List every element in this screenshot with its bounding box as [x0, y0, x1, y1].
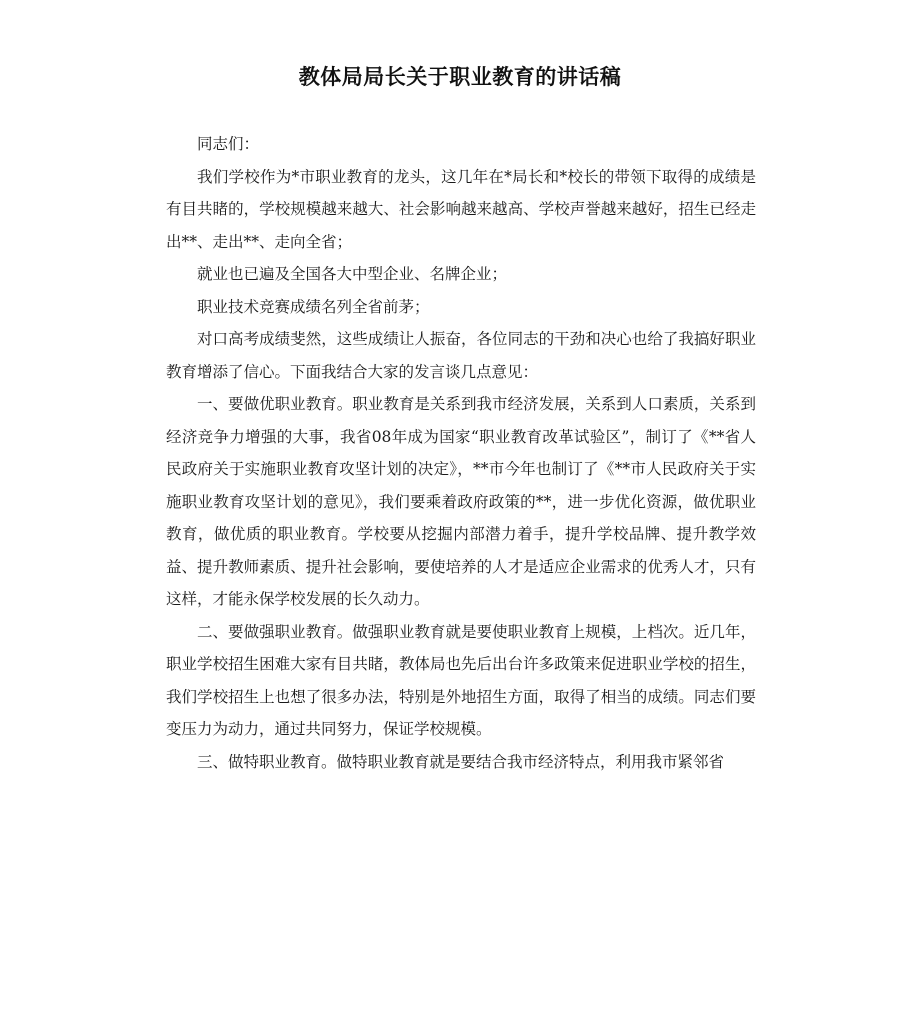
document-body	[166, 128, 756, 778]
paragraph-point-three: 三、做特职业教育。做特职业教育就是要结合我市经济特点，利用我市紧邻省	[197, 752, 725, 771]
paragraph: 职业技术竞赛成绩名列全省前茅；	[197, 297, 430, 316]
paragraph-greeting: 同志们：	[197, 135, 260, 153]
paragraph: 就业也已遍及全国各大中型企业、名牌企业；	[197, 265, 508, 283]
paragraph-point-two: 二、要做强职业教育。做强职业教育就是要使职业教育上规模，上档次。近几年，职业学校招生困难大家有目共睹，教体局也先后出台许多政策来促进职业学校的招生，我们学校招生上也想了很多办法，特别是外地招生方面，取得了相当的成绩。同志们要变压力为动力，通过共同努力，保证学校规模。	[166, 622, 756, 738]
paragraph-point-one: 一、要做优职业教育。职业教育是关系到我市经济发展，关系到人口素质，关系到经济竞争力增强的大事，我省08年成为国家“职业教育改革试验区”，制订了《**省人民政府关于实施职业教育攻坚计划的决定》，**市今年也制订了《**市人民政府关于实施职业教育攻坚计划的意见》，我们要乘着政府政策的**，进一步优化资源，做优职业教育，做优质的职业教育。学校要从挖掘内部潜力着手，提升学校品牌、提升教学效益、提升教师素质、提升社会影响，要使培养的人才是适应企业需求的优秀人才，只有这样，才能永保学校发展的长久动力。	[166, 395, 756, 608]
document-title: 教体局局长关于职业教育的讲话稿	[298, 65, 622, 89]
paragraph: 我们学校作为*市职业教育的龙头，这几年在*局长和*校长的带领下取得的成绩是有目共睹的，学校规模越来越大、社会影响越来越高、学校声誉越来越好，招生已经走出**、走出**、走向全省；	[166, 167, 756, 251]
paragraph: 对口高考成绩斐然，这些成绩让人振奋，各位同志的干劲和决心也给了我搞好职业教育增添了信心。下面我结合大家的发言谈几点意见：	[166, 330, 756, 381]
